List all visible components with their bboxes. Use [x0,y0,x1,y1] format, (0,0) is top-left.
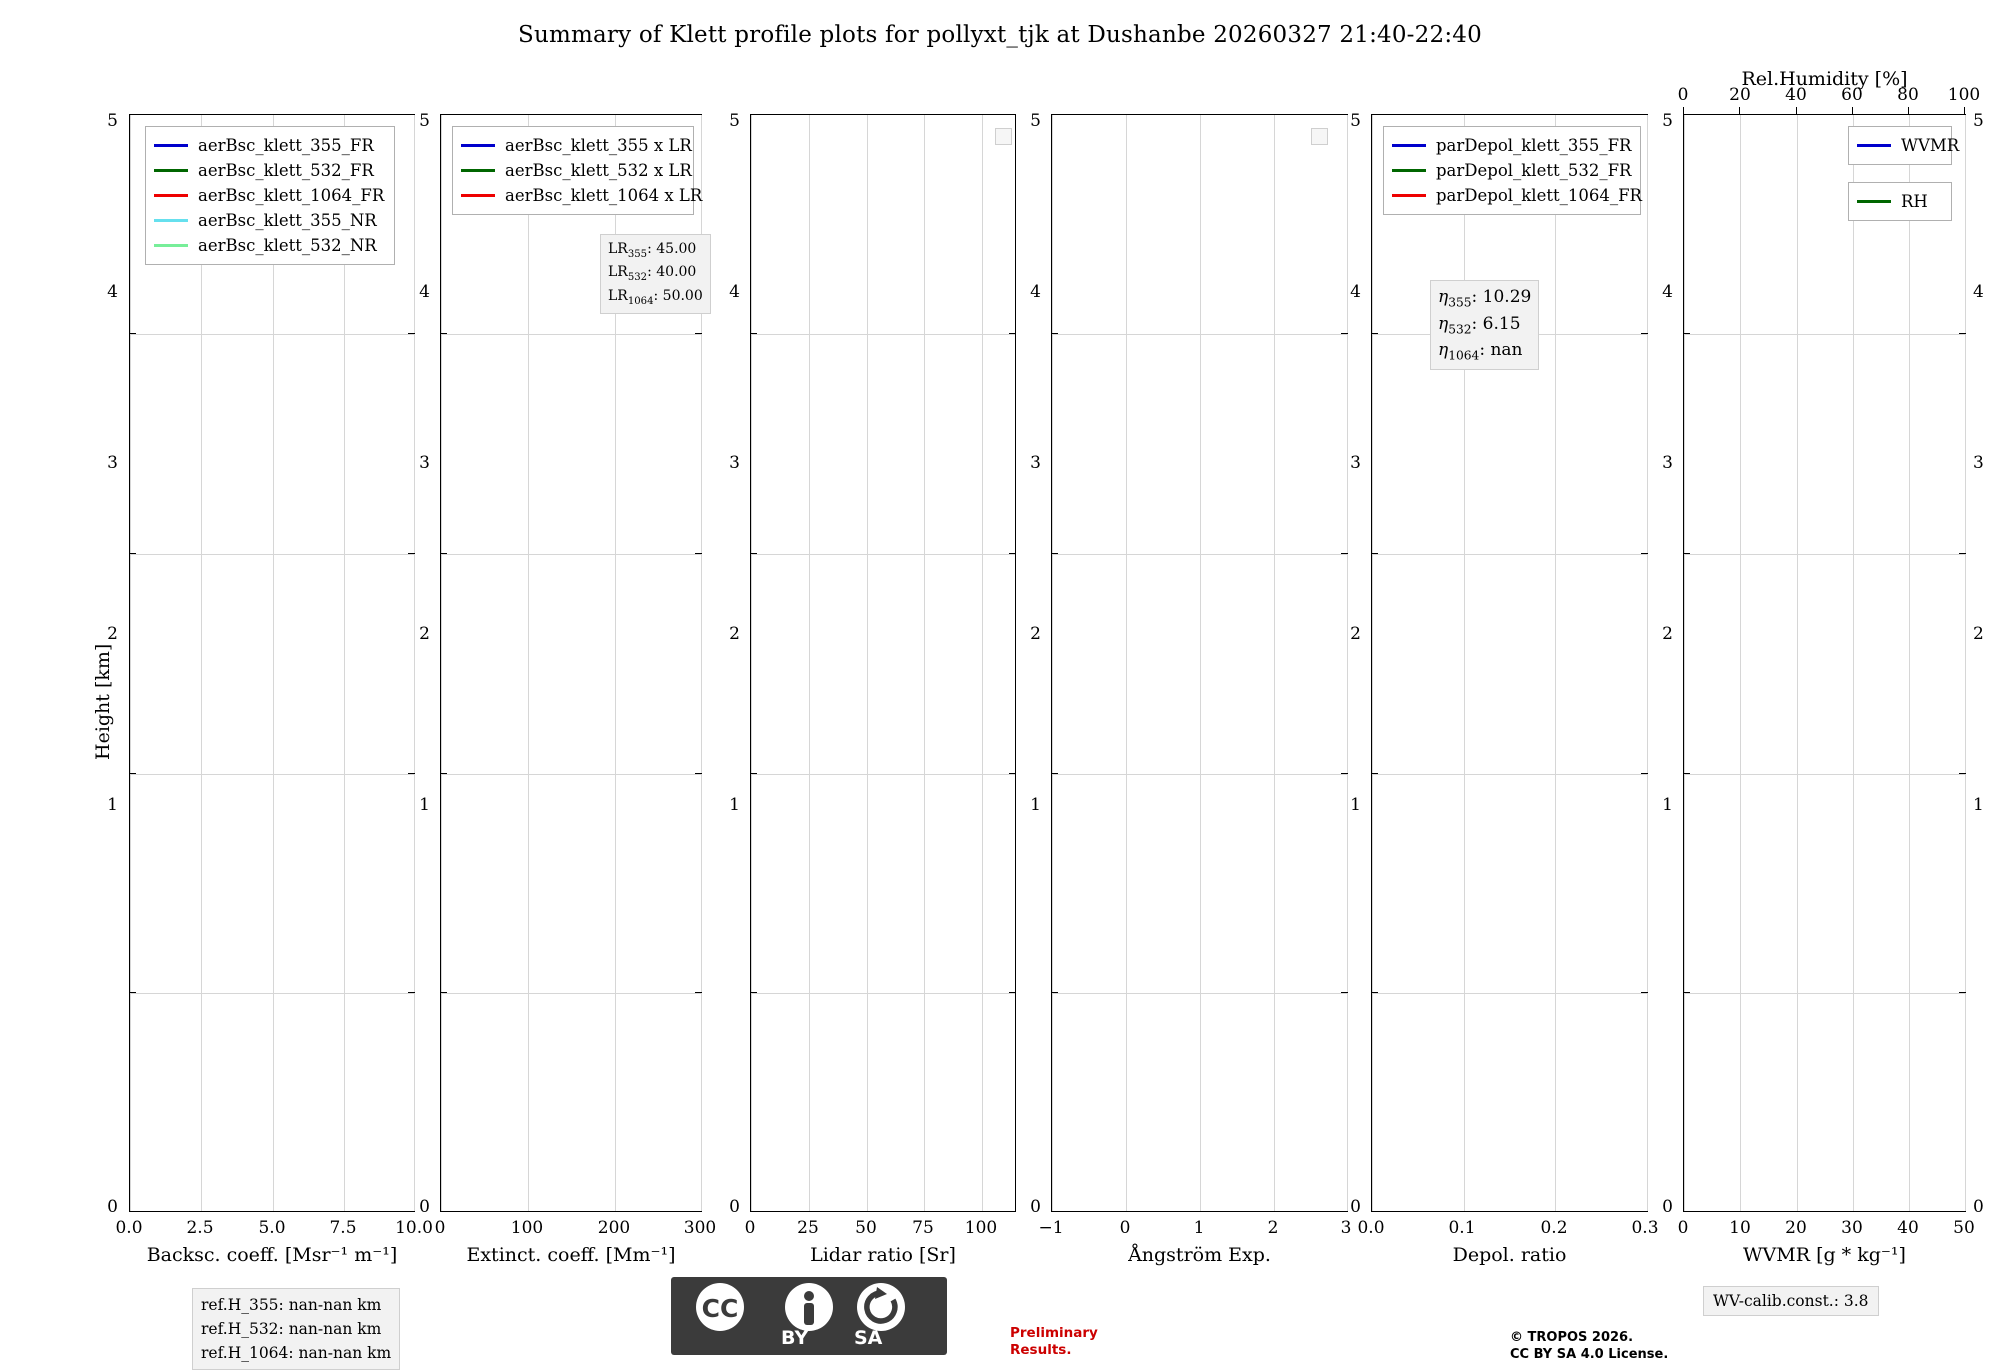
y-tick-p4-5: 5 [1030,111,1041,131]
y-tick-5: 5 [107,111,118,131]
y-tick-4: 4 [107,282,118,302]
y-tick-p4-3: 3 [1030,453,1041,473]
y-tick-p3-3: 3 [729,453,740,473]
ref-h-532: ref.H_532: nan-nan km [201,1320,382,1339]
tick [1051,992,1058,993]
lr-532-row: $LR_{532}$: 40.00 [608,264,697,284]
preliminary-results-note [1010,1325,1098,1359]
y-tick-p2-2: 2 [419,624,430,644]
legend-item[interactable] [461,183,703,208]
x-tick-p3-2: 50 [855,1218,877,1238]
x-tick-p1-4: 10.0 [395,1218,433,1238]
tick [1009,333,1016,334]
tick [1683,773,1690,774]
x-tick-p4-1: 0 [1119,1218,1131,1238]
gridline [924,115,925,1211]
lr-355-row: $LR_{355}$: 45.00 [608,241,697,260]
top-x-tick-4: 80 [1897,85,1919,105]
y-tick-p4-2: 2 [1030,624,1041,644]
legend-line-icon [461,144,495,146]
tick [129,114,136,115]
legend-item[interactable] [154,183,384,208]
gridline [1274,115,1275,1211]
gridline [751,334,1015,335]
tick [440,553,447,554]
tick [408,333,415,334]
legend-item[interactable] [154,208,384,233]
x-axis-label-wvmr: WVMR [g * kg⁻¹] [1743,1244,1906,1266]
tick [440,333,447,334]
x-tick-p1-1: 2.5 [186,1218,214,1238]
x-tick-p2-2: 200 [597,1218,631,1238]
gridline [273,115,274,1211]
top-x-tick-3: 60 [1841,85,1863,105]
tick [1641,553,1648,554]
legend-line-icon [1857,144,1891,146]
gridline [414,115,415,1211]
x-tick-p5-3: 0.3 [1631,1218,1659,1238]
tick [129,333,136,334]
gridline [130,993,414,994]
tick [1051,773,1058,774]
eta-355-row: $\eta_{355}$: 10.29 [1438,287,1532,310]
legend-label: WVMR [1901,136,1960,155]
cc-by-label: BY [781,1327,809,1349]
gridline [1126,115,1127,1211]
tick [1341,553,1348,554]
gridline [1647,115,1648,1211]
gridline [130,554,414,555]
x-tick-p3-3: 75 [912,1218,934,1238]
legend-depol-ratio[interactable] [1383,126,1641,215]
gridline [751,993,1015,994]
gridline [751,115,752,1211]
y-tick-p3-1: 1 [729,795,740,815]
y-tick-p6r-1: 1 [1973,795,1984,815]
x-tick-p2-1: 100 [510,1218,544,1238]
tick [1964,107,1965,114]
gridline [130,774,414,775]
legend-line-icon [1392,144,1426,146]
reference-height-box [192,1288,400,1370]
x-tick-p1-0: 0.0 [115,1218,143,1238]
gridline [528,115,529,1211]
eta-annotation [1430,280,1539,370]
gridline [751,554,1015,555]
legend-label: aerBsc_klett_1064_FR [198,186,385,205]
y-tick-p6-4: 4 [1662,282,1673,302]
legend-extinction[interactable] [452,126,703,215]
legend-label: aerBsc_klett_532_FR [198,161,374,180]
copyright-note [1510,1330,1668,1364]
tick [1683,1211,1690,1212]
tick [1683,114,1690,115]
x-tick-p5-2: 0.2 [1540,1218,1568,1238]
legend-label: RH [1901,192,1928,211]
y-tick-p5-2: 2 [1350,624,1361,644]
y-tick-2: 2 [107,624,118,644]
x-tick-p1-3: 7.5 [329,1218,357,1238]
y-tick-p5-1: 1 [1350,795,1361,815]
tick [1341,992,1348,993]
x-axis-label-extinction: Extinct. coeff. [Mm⁻¹] [466,1244,676,1266]
tick [695,333,702,334]
legend-line-icon [1857,200,1891,202]
svg-text:CC: CC [701,1294,739,1323]
gridline [130,115,131,1211]
legend-item[interactable] [1392,158,1630,183]
legend-line-icon [461,194,495,196]
y-tick-p2-3: 3 [419,453,430,473]
tick [1959,992,1966,993]
tick [129,553,136,554]
tick [1341,333,1348,334]
gridline [441,115,442,1211]
legend-label: aerBsc_klett_355_FR [198,136,374,155]
legend-label: parDepol_klett_532_FR [1436,161,1632,180]
panel-lidar-ratio [750,114,1016,1212]
copyright-line-1: © TROPOS 2026. [1510,1330,1634,1345]
tick [1341,773,1348,774]
tick [750,114,757,115]
legend-label: aerBsc_klett_1064 x LR [505,186,703,205]
eta-1064-row: $\eta_{1064}$: nan [1438,340,1523,363]
x-tick-p3-4: 100 [964,1218,998,1238]
y-tick-p2-5: 5 [419,111,430,131]
top-x-tick-5: 100 [1947,85,1981,105]
top-x-tick-2: 40 [1785,85,1807,105]
tick [750,333,757,334]
legend-label: aerBsc_klett_355 x LR [505,136,692,155]
page-title: Summary of Klett profile plots for pollyxt_tjk at Dushanbe 20260327 21:40-22:40 [518,22,1482,48]
tick [408,992,415,993]
x-axis-label-backscatter: Backsc. coeff. [Msr⁻¹ m⁻¹] [146,1244,398,1266]
legend-line-icon [1392,194,1426,196]
tick [1371,1211,1378,1212]
x-tick-p1-2: 5.0 [258,1218,286,1238]
gridline [982,115,983,1211]
tick [750,992,757,993]
copyright-line-2: CC BY SA 4.0 License. [1510,1346,1669,1362]
gridline [441,334,701,335]
gridline [201,115,202,1211]
gridline [1372,774,1647,775]
tick [1959,114,1966,115]
gridline [344,115,345,1211]
x-tick-p5-0: 0.0 [1357,1218,1385,1238]
eta-532-row: $\eta_{532}$: 6.15 [1438,313,1521,337]
tick [1683,107,1684,114]
tick [440,1211,447,1212]
y-tick-p4-0: 0 [1030,1197,1041,1217]
y-tick-p5-4: 4 [1350,282,1361,302]
gridline [1965,115,1966,1211]
x-tick-p6-4: 40 [1897,1218,1919,1238]
tick [1641,333,1648,334]
gridline [1853,115,1854,1211]
gridline [1684,334,1965,335]
tick [1959,1211,1966,1212]
gridline [1684,774,1965,775]
legend-item[interactable] [1392,183,1642,208]
tick [1009,992,1016,993]
legend-item[interactable] [154,133,384,158]
wv-calib-box: WV-calib.const.: 3.8 [1703,1286,1879,1316]
y-tick-p2-1: 1 [419,795,430,815]
gridline [1909,115,1910,1211]
tick [750,773,757,774]
top-x-tick-0: 0 [1677,85,1689,105]
tick [1683,553,1690,554]
gridline [1372,115,1373,1211]
legend-label: parDepol_klett_1064_FR [1436,186,1642,205]
tick [695,992,702,993]
legend-line-icon [154,244,188,246]
tick [1371,992,1378,993]
y-tick-p6r-4: 4 [1973,282,1984,302]
y-tick-p6r-0: 0 [1973,1197,1984,1217]
tick [1051,1211,1058,1212]
y-tick-0: 0 [107,1197,118,1217]
legend-label: aerBsc_klett_355_NR [198,211,377,230]
x-tick-p4-3: 2 [1267,1218,1279,1238]
y-tick-p6-5: 5 [1662,111,1673,131]
preliminary-line-1: Preliminary [1010,1325,1098,1341]
x-axis-label-depol-ratio: Depol. ratio [1452,1244,1567,1266]
y-tick-p6-3: 3 [1662,453,1673,473]
tick [1739,107,1740,114]
legend-line-icon [154,169,188,171]
y-tick-p6r-2: 2 [1973,624,1984,644]
y-tick-p3-2: 2 [729,624,740,644]
gridline [1684,993,1965,994]
tick [1371,333,1378,334]
tick [1908,107,1909,114]
tick [1959,773,1966,774]
panel-angstrom [1051,114,1348,1212]
x-tick-p3-0: 0 [744,1218,756,1238]
tick [1683,992,1690,993]
tick [129,992,136,993]
tick [1796,107,1797,114]
lidar-ratio-annotation [600,234,711,314]
legend-line-icon [1392,169,1426,171]
tick [408,553,415,554]
gridline [441,774,701,775]
x-axis-label-angstrom: Ångström Exp. [1128,1244,1271,1266]
legend-rh[interactable] [1848,182,1952,221]
y-tick-p2-4: 4 [419,282,430,302]
tick [1959,333,1966,334]
tick [1852,107,1853,114]
top-x-tick-1: 20 [1729,85,1751,105]
legend-item[interactable] [461,158,692,183]
gridline [1797,115,1798,1211]
x-tick-p4-0: −1 [1038,1218,1064,1238]
top-axis-label-rh: Rel.Humidity [%] [1741,68,1908,90]
gridline [1740,115,1741,1211]
gridline [1200,115,1201,1211]
tick [750,1211,757,1212]
gridline [1052,115,1053,1211]
cc-sa-label: SA [854,1327,883,1349]
panel-wvmr [1683,114,1966,1212]
legend-line-icon [154,219,188,221]
y-tick-p5-3: 3 [1350,453,1361,473]
y-tick-p5-0: 0 [1350,1197,1361,1217]
y-tick-p6r-3: 3 [1973,453,1984,473]
x-tick-p5-1: 0.1 [1448,1218,1476,1238]
y-tick-p4-4: 4 [1030,282,1041,302]
x-tick-p4-4: 3 [1340,1218,1352,1238]
x-tick-p6-3: 30 [1841,1218,1863,1238]
tick [1051,553,1058,554]
gridline [867,115,868,1211]
tick [750,553,757,554]
y-tick-p6-1: 1 [1662,795,1673,815]
legend-item[interactable] [1392,133,1630,158]
ref-h-355: ref.H_355: nan-nan km [201,1296,382,1314]
tick [1009,553,1016,554]
y-tick-p4-1: 1 [1030,795,1041,815]
legend-item[interactable] [154,158,384,183]
tick [1051,114,1058,115]
y-tick-3: 3 [107,453,118,473]
tick [695,773,702,774]
gridline [1372,993,1647,994]
legend-wvmr[interactable] [1848,126,1960,165]
tick [440,992,447,993]
tick [695,553,702,554]
y-tick-1: 1 [107,795,118,815]
tick [1641,773,1648,774]
tick [129,1211,136,1212]
legend-line-icon [461,169,495,171]
gridline [1347,115,1348,1211]
y-tick-p5-5: 5 [1350,111,1361,131]
tick [1683,333,1690,334]
x-tick-p6-1: 10 [1729,1218,1751,1238]
creative-commons-badge [671,1277,947,1355]
gridline [751,774,1015,775]
gridline [1684,115,1685,1211]
x-tick-p2-0: 0 [434,1218,446,1238]
y-tick-p3-0: 0 [729,1197,740,1217]
ref-h-1064: ref.H_1064: nan-nan km [201,1344,392,1363]
tick [1371,114,1378,115]
x-tick-p6-5: 50 [1953,1218,1975,1238]
tick [1051,333,1058,334]
y-tick-p3-5: 5 [729,111,740,131]
tick [408,773,415,774]
legend-label: aerBsc_klett_532_NR [198,236,377,255]
panel-depol-ratio [1371,114,1648,1212]
tick [440,773,447,774]
gridline [130,334,414,335]
gridline [441,554,701,555]
legend-label: aerBsc_klett_532 x LR [505,161,692,180]
gridline [441,993,701,994]
x-tick-p3-1: 25 [797,1218,819,1238]
gridline [1372,554,1647,555]
lr-1064-row: $LR_{1064}$: 50.00 [608,287,703,307]
tick [440,114,447,115]
cc-license-icon [671,1277,947,1355]
y-tick-p6-2: 2 [1662,624,1673,644]
x-axis-label-lidar-ratio: Lidar ratio [Sr] [810,1244,956,1266]
gridline [809,115,810,1211]
x-tick-p2-3: 300 [683,1218,717,1238]
x-tick-p4-2: 1 [1193,1218,1205,1238]
tick [1371,553,1378,554]
legend-line-icon [154,144,188,146]
legend-item[interactable] [1857,133,1960,158]
legend-item[interactable] [461,133,692,158]
legend-item[interactable] [154,233,384,258]
tick [1009,773,1016,774]
x-tick-p6-0: 0 [1677,1218,1689,1238]
tick [129,773,136,774]
y-tick-p3-4: 4 [729,282,740,302]
gridline [1684,554,1965,555]
tick [1371,773,1378,774]
panel-backscatter [129,114,415,1212]
gridline [1555,115,1556,1211]
preliminary-line-2: Results. [1010,1341,1072,1358]
legend-backscatter[interactable] [145,126,395,265]
legend-line-icon [154,194,188,196]
y-tick-p6r-5: 5 [1973,111,1984,131]
y-tick-p2-0: 0 [419,1197,430,1217]
tick [1959,553,1966,554]
y-tick-p6-0: 0 [1662,1197,1673,1217]
x-tick-p6-2: 20 [1785,1218,1807,1238]
legend-item[interactable] [1857,189,1941,214]
tick [1641,992,1648,993]
y-axis-label: Height [km] [92,643,114,760]
legend-label: parDepol_klett_355_FR [1436,136,1632,155]
